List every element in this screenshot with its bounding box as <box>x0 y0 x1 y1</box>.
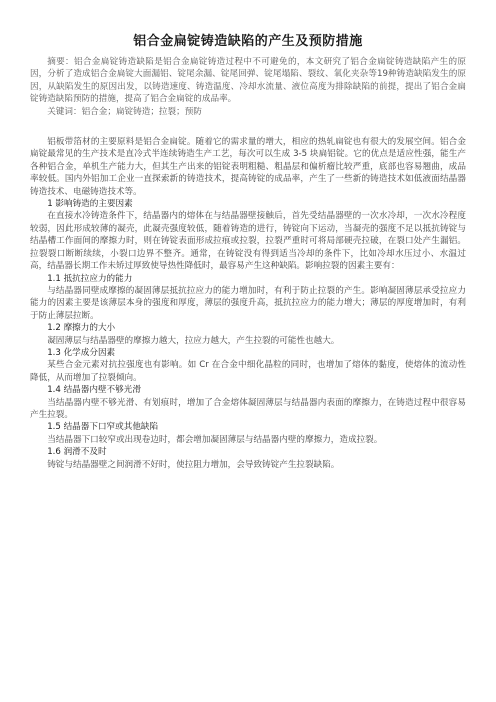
main-content <box>30 136 466 471</box>
abstract-section <box>30 56 466 118</box>
abstract-text: 摘要：铝合金扁锭铸造缺陷是铝合金扁锭铸造过程中不可避免的，本文研究了铝合金扁锭铸造缺陷产生的原因，分析了造成铝合金扁锭大面漏铝、锭尾余漏、锭尾回弹、锭尾塌陷、裂纹、氧化夹杂等19种铸造缺陷发生的原因，从缺陷发生的原因出发，以铸造速度、铸造温度、冷却水流量、液位高度为排除缺陷的前提，提出了铝合金扁锭铸造缺陷预防的措施，提高了铝合金扁锭的成品率。 <box>30 57 466 105</box>
section-1-title: 1 影响铸造的主要因素 <box>47 199 133 210</box>
section-1-6-text: 铸锭与结晶器壁之间润滑不好时，使拉阻力增加，会导致铸锭产生拉裂缺陷。 <box>47 459 340 470</box>
section-1-2-title: 1.2 摩擦力的大小 <box>47 323 116 334</box>
intro-paragraph: 铝板带箔材的主要原料是铝合金扁锭。随着它的需求量的增大，相应的热轧扁锭也有很大的发展空间。铝合金扁锭最常见的生产技术是直冷式半连续铸造生产工艺，每次可以生成 3-5 块扁铝锭。它的优点是适应性强，能生产各种铝合金，单机生产能力大，但其生产出来的铝锭表明粗糙、粗晶层和偏析瘤比较严重，底部也容易翘曲，成品率较低。国内外铝加工企业一直探索新的铸造技术，提高铸锭的成品率，产生了一些新的铸造技术如低液面结晶器铸造技术、电磁铸造技术等。 <box>30 137 466 197</box>
document-body <box>30 56 466 471</box>
section-1-3-text: 某些合金元素对抗拉强度也有影响。如 Cr 在合金中细化晶粒的同时，也增加了熔体的黏度，使熔体的流动性降低，从而增加了拉裂倾向。 <box>30 360 466 383</box>
section-1-5-title: 1.5 结晶器下口窄或其他缺陷 <box>47 422 159 433</box>
section-1-1-text: 与结晶器同壁成摩擦的凝固薄层抵抗拉应力的能力增加时，有利于防止拉裂的产生。影响凝固薄层承受拉应力能力的因素主要是该薄层本身的强度和厚度，薄层的强度升高，抵抗拉应力的能力增大；薄层的厚度增加时，有利于防止薄层拉断。 <box>30 285 466 321</box>
section-1-5-text: 当结晶器下口较窄或出现卷边时，都会增加凝固薄层与结晶器内壁的摩擦力，造成拉裂。 <box>47 434 383 445</box>
section-1-6-title: 1.6 润滑不及时 <box>47 447 107 458</box>
section-1-2-text: 凝固薄层与结晶器壁的摩擦力越大，拉应力越大，产生拉裂的可能性也越大。 <box>47 335 340 346</box>
section-1-4-title: 1.4 结晶器内壁不够光滑 <box>47 385 141 396</box>
section-1-1-title: 1.1 抵抗拉应力的能力 <box>47 273 133 284</box>
section-gap <box>30 118 466 136</box>
section-1-3-title: 1.3 化学成分因素 <box>47 347 116 358</box>
section-1-text: 在直接水冷铸造条件下，结晶器内的熔体在与结晶器壁接触后，首先受结晶器壁的一次水冷却，一次水冷程度较弱，因此形成较薄的凝壳，此凝壳强度较低，随着铸造的进行，铸锭向下运动，当凝壳的强度不足以抵抗铸锭与结晶槽工作面间的摩擦力时，则在铸锭表面形成拉痕或拉裂，拉裂严重时可将局部硬壳拉破，在裂口处产生漏铝。拉裂裂口断断续续，小裂口边界不整齐。通常，在铸锭没有得到适当冷却的条件下，比如冷却水压过小、水温过高，结晶器长期工作未矫过厚致使导热性降低时，最容易产生这种缺陷。影响拉裂的因素主要有： <box>30 211 466 272</box>
document-title: 铝合金扁锭铸造缺陷的产生及预防措施 <box>133 34 363 49</box>
keywords-line: 关键词：铝合金；扁锭铸造；拉裂；预防 <box>47 106 202 117</box>
section-1-4-text: 当结晶器内壁不够光滑、有划痕时，增加了合金熔体凝固薄层与结晶器内表面的摩擦力，在铸造过程中很容易产生拉裂。 <box>30 397 466 420</box>
